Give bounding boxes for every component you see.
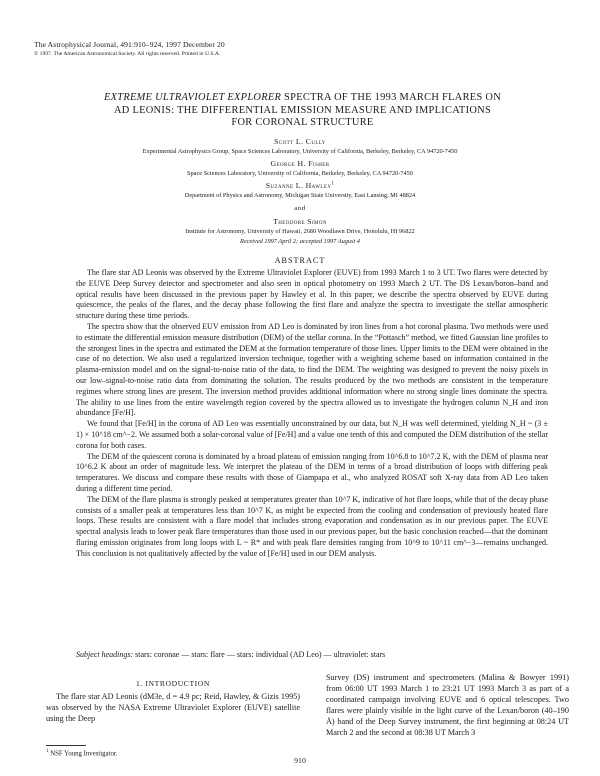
and-separator: and: [294, 205, 306, 212]
author-name: Scott L. Cully: [274, 137, 326, 146]
intro-paragraph-continued: Survey (DS) instrument and spectrometers (Malina & Bowyer 1991) from 06:00 UT 1993 March 1 to 23:21 UT 1993 March 3 as part of a coordinated campaign involving EUVE and 6 optical telescopes. Two flares were plainly visible in the light curve of the Lexan/boron (40–190 Å) band of the Deep Survey instrument, the first beginning at 08:24 UT March 2 and the second at 08:38 UT March 3: [326, 673, 569, 737]
paper-title: [40, 92, 565, 130]
footnote-rule: [46, 745, 86, 746]
abstract-paragraph: The spectra show that the observed EUV emission from AD Leo is dominated by iron lines from a hot coronal plasma. Two methods were used to estimate the differential emission measure distribution (DEM) of the stellar corona. In the “Pottasch” method, we fitted Gaussian line profiles to the strongest lines in the spectra and estimated the DEM at the formation temperature of those lines. Upper limits to the DEM were obtained in the case of no detection. We also used a regularized inversion technique, together with a weighting scheme based on information contained in the plasma-emission model and on the signal-to-noise ratio of the data, to find the DEM. The weighting was designed to prevent the noisy pixels in our low–signal-to-noise ratio data from dominating the solution. The results produced by the two methods are consistent in the temperature regimes where strong lines are present. The inversion method provides additional information where no strong single lines dominate the spectra. The ability to use lines from the entire wavelength region covered by the spectra allowed us to investigate the hydrogen column N_H and iron abundance [Fe/H].: [76, 321, 548, 418]
title-line3: FOR CORONAL STRUCTURE: [231, 117, 374, 129]
footnote-text: NSF Young Investigator.: [50, 750, 118, 758]
abstract-body: [76, 268, 548, 560]
page-number: 910: [294, 756, 306, 765]
subject-headings-text: stars: coronae — stars: flare — stars: individual (AD Leo) — ultraviolet: stars: [133, 650, 386, 659]
abstract-heading: ABSTRACT: [274, 256, 326, 265]
abstract-paragraph: The flare star AD Leonis was observed by the Extreme Ultraviolet Explorer (EUVE) from 1993 March 1 to 3 UT. Two flares were detected by the EUVE Deep Survey detector and spectrometer and also seen in optical photometry on 1993 March 2 UT. The DS Lexan/boron–band and optical results have been discussed in the previous paper by Hawley et al. In this paper, we describe the spectra observed by EUVE during quiescence, the peaks of the flares, and the decay phase following the first flare and analyze the spectra to investigate the stellar atmospheric structure during these time periods.: [76, 268, 548, 321]
author-name: Suzanne L. Hawley$^1$: [265, 181, 335, 190]
author-affiliation: Space Sciences Laboratory, University of California, Berkeley, Berkeley, CA 94720-7450: [187, 170, 413, 177]
title-italic-part: EXTREME ULTRAVIOLET EXPLORER: [103, 92, 282, 103]
abstract-paragraph: The DEM of the flare plasma is strongly peaked at temperatures greater than 10^7 K, indicative of hot flare loops, while that of the decay phase consists of a smaller peak at temperatures less than 10^7 K, as might be expected from the cooling and condensation of previously heated flare loops. These results are consistent with a flare model that includes strong evaporation and condensation as in our previous paper. The EUVE spectral analysis leads to lower peak flare temperatures than those used in our previous paper, but the basic conclusion reached—that the dominant flaring emission originates from long loops with L ~ R* and with peak flare densities ranging from 10^9 to 10^11 cm^−3—remains unchanged. This conclusion is not qualitatively affected by the value of [Fe/H] used in our DEM analysis.: [76, 494, 548, 558]
footnote-mark: 1: [46, 749, 49, 754]
section-heading: 1. INTRODUCTION: [136, 679, 210, 688]
left-column: [46, 672, 300, 724]
copyright-line: © 1997. The American Astronomical Society. All rights reserved. Printed in U.S.A.: [34, 51, 221, 57]
title-line2: AD LEONIS: THE DIFFERENTIAL EMISSION MEASURE AND IMPLICATIONS: [113, 104, 492, 116]
author-affiliation: Institute for Astronomy, University of Hawaii, 2680 Woodlawn Drive, Honolulu, HI 96822: [185, 228, 415, 235]
author-name: Theodore Simon: [273, 217, 327, 226]
intro-paragraph: The flare star AD Leonis (dM3e, d = 4.9 pc; Reid, Hawley, & Gizis 1995) was observed by the NASA Extreme Ultraviolet Explorer (EUVE) satellite using the Deep: [46, 692, 300, 723]
abstract-paragraph: We found that [Fe/H] in the corona of AD Leo was essentially unconstrained by our data, but N_H was well determined, yielding N_H ~ (3 ± 1) × 10^18 cm^−2. We assumed both a solar-coronal value of [Fe/H] and a value one tenth of this and computed the DEM distribution of the stellar corona for both cases.: [76, 419, 548, 450]
author-affiliation: Department of Physics and Astronomy, Michigan State University, East Lansing, MI 48824: [184, 192, 416, 199]
received-dates: Received 1997 April 2; accepted 1997 August 4: [240, 238, 360, 245]
author-affiliation: Experimental Astrophysics Group, Space Sciences Laboratory, University of California, Berkeley, Berkeley, CA 94720-7450: [142, 148, 458, 155]
abstract-paragraph: The DEM of the quiescent corona is dominated by a broad plateau of emission ranging from 10^6.8 to 10^7.2 K, with the DEM of plasma near 10^6.2 K about an order of magnitude less. We interpret the plateau of the DEM in terms of a broad distribution of loops with differing peak temperatures. We discuss and compare these results with those of Giampapa et al., who analyzed ROSAT soft X-ray data from AD Leo taken during a different time period.: [76, 451, 548, 493]
subject-headings: [76, 650, 548, 659]
journal-header: The Astrophysical Journal, 491:910–924, 1997 December 20: [34, 40, 225, 49]
author-name: George H. Fisher: [270, 159, 330, 168]
subject-headings-label: Subject headings:: [76, 650, 134, 659]
title-line1-rest: SPECTRA OF THE 1993 MARCH FLARES ON: [281, 92, 502, 103]
right-column: [326, 672, 569, 738]
